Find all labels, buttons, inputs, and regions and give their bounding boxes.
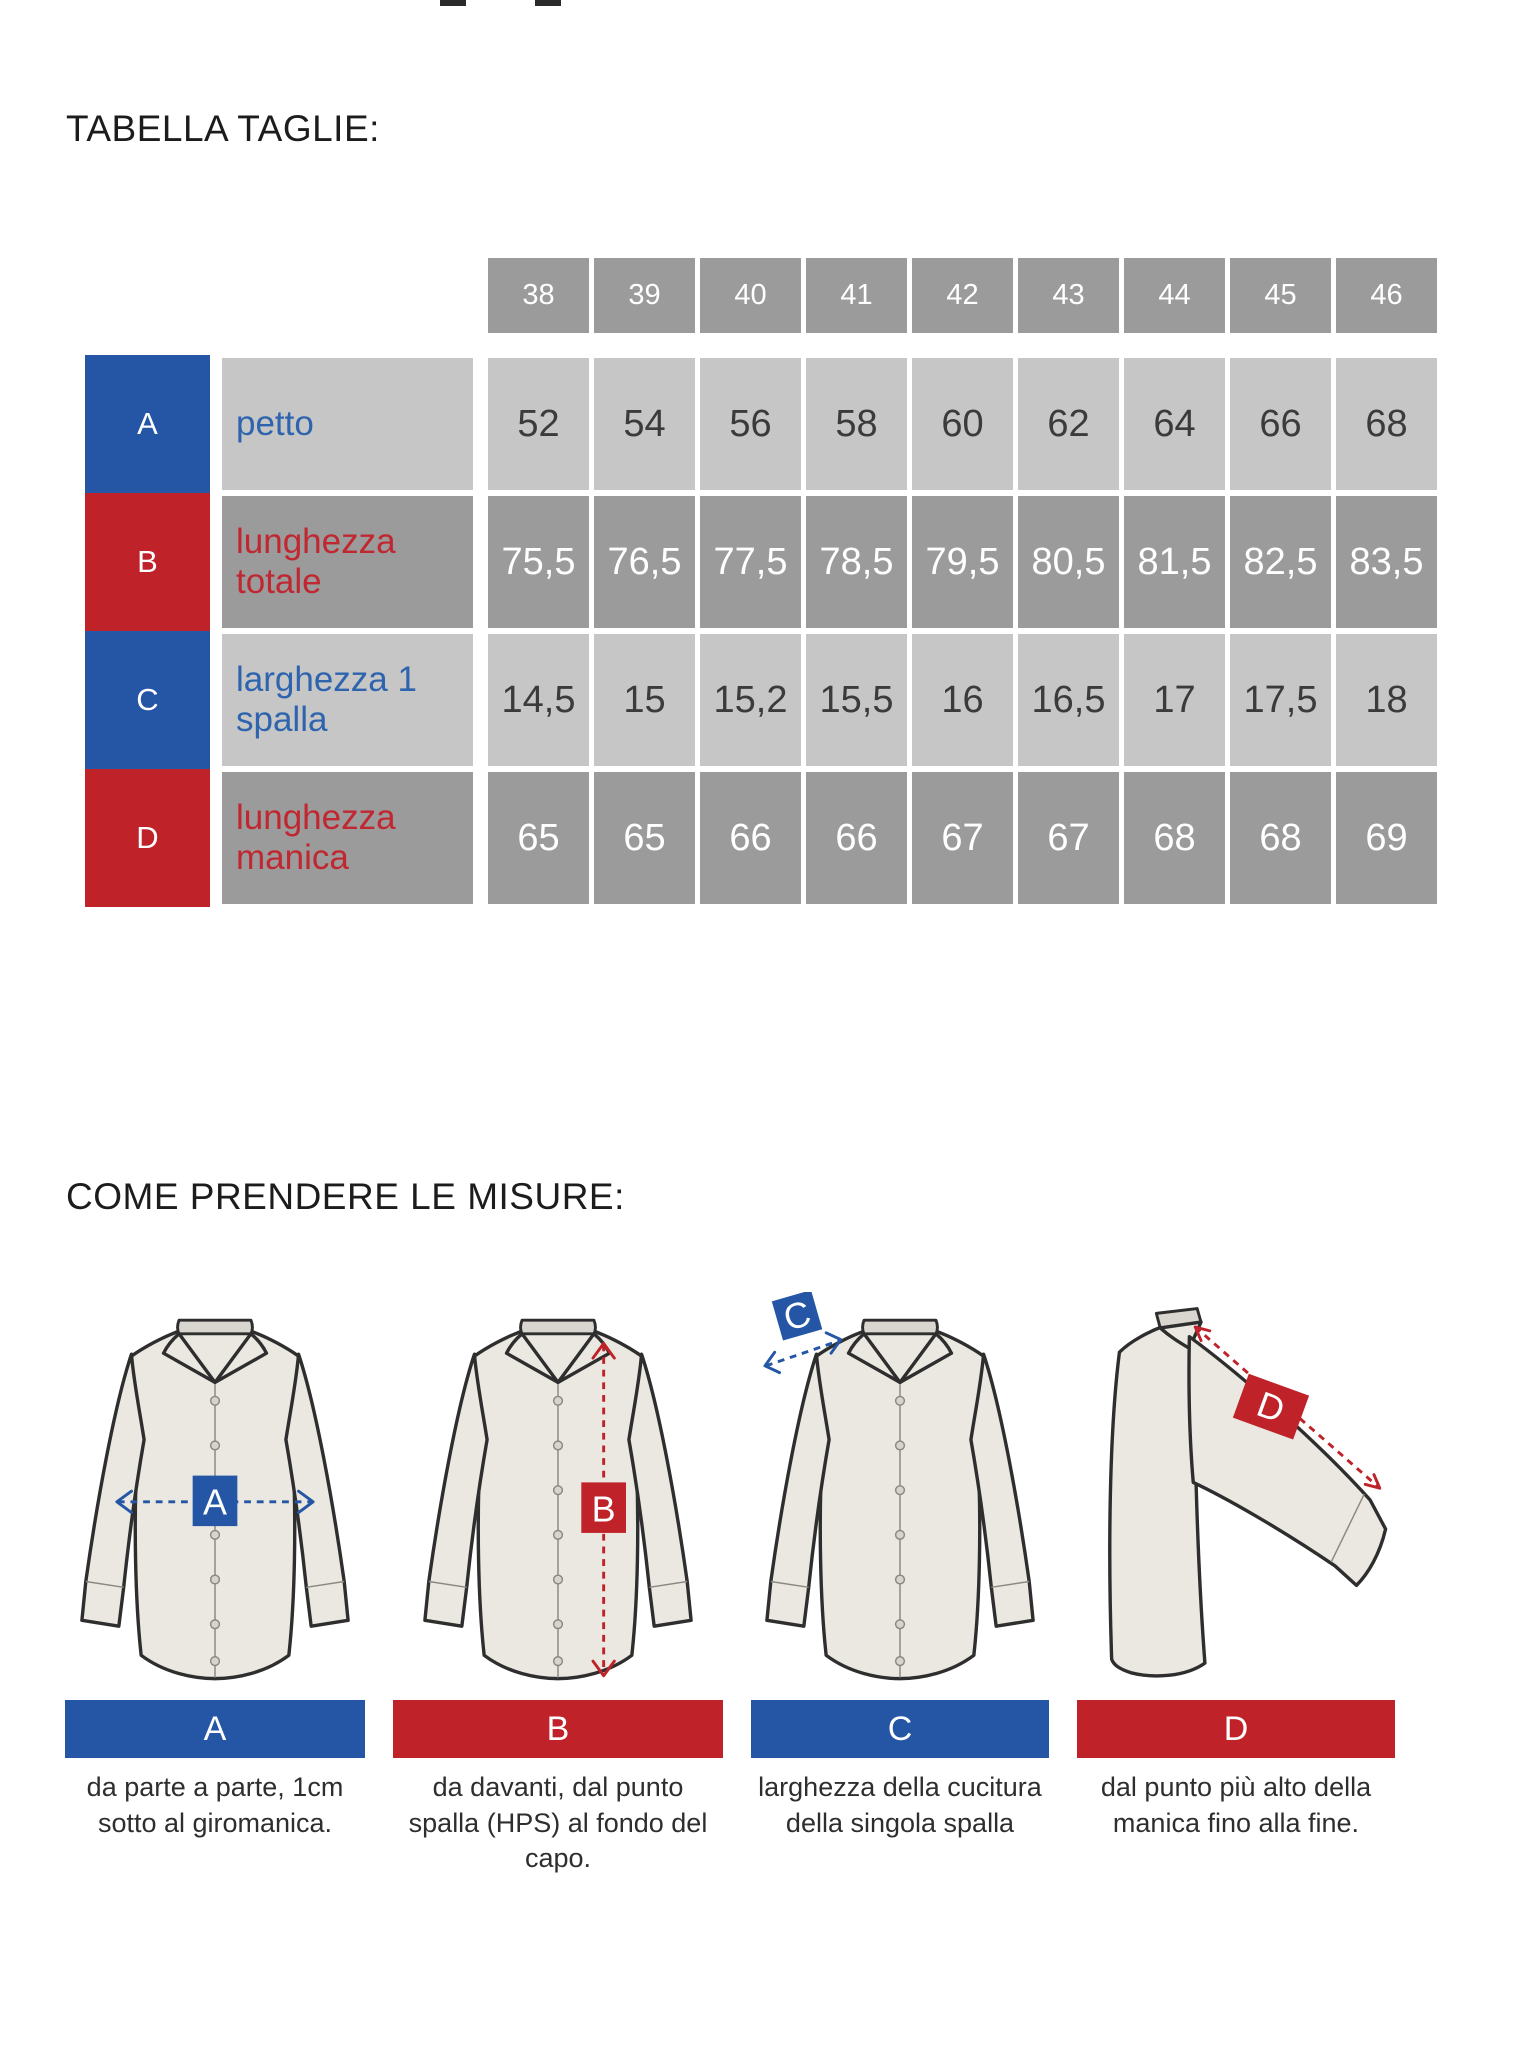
cropped-text-remnant bbox=[440, 0, 466, 6]
row-label-column bbox=[222, 358, 473, 910]
size-value-cell: 68 bbox=[1230, 772, 1331, 904]
measure-figures bbox=[65, 1288, 1425, 1877]
size-value-cell: 65 bbox=[488, 772, 589, 904]
figure-chest-width bbox=[65, 1288, 365, 1877]
figure-bar-d bbox=[1077, 1700, 1395, 1758]
figure-total-length bbox=[393, 1288, 723, 1877]
figure-bar-c bbox=[751, 1700, 1049, 1758]
row-letter-column bbox=[85, 355, 210, 907]
size-value-cell: 52 bbox=[488, 358, 589, 490]
row-label-cell: petto bbox=[222, 358, 473, 490]
size-value-cell: 77,5 bbox=[700, 496, 801, 628]
svg-text:D: D bbox=[1251, 1383, 1291, 1431]
size-value-cell: 83,5 bbox=[1336, 496, 1437, 628]
size-value-cell: 17,5 bbox=[1230, 634, 1331, 766]
row-letter-cell: B bbox=[85, 493, 210, 631]
size-value-cell: 79,5 bbox=[912, 496, 1013, 628]
size-value-cell: 58 bbox=[806, 358, 907, 490]
size-value-cell: 78,5 bbox=[806, 496, 907, 628]
figure-bar-letter: D bbox=[1223, 1709, 1249, 1748]
size-value-cell: 66 bbox=[806, 772, 907, 904]
size-value-cell: 15,2 bbox=[700, 634, 801, 766]
figure-sleeve-length bbox=[1077, 1288, 1395, 1877]
size-value-cell: 75,5 bbox=[488, 496, 589, 628]
measures-title: COME PRENDERE LE MISURE: bbox=[66, 1176, 625, 1217]
size-value-cell: 17 bbox=[1124, 634, 1225, 766]
size-value-cell: 80,5 bbox=[1018, 496, 1119, 628]
size-value-cell: 66 bbox=[700, 772, 801, 904]
size-value-cell: 68 bbox=[1124, 772, 1225, 904]
shirt-front-illustration-b bbox=[393, 1288, 723, 1700]
size-value-cell: 69 bbox=[1336, 772, 1437, 904]
shirt-front-illustration-c bbox=[751, 1288, 1049, 1700]
row-letter-cell: A bbox=[85, 355, 210, 493]
size-value-cell: 54 bbox=[594, 358, 695, 490]
row-letter-cell: D bbox=[85, 769, 210, 907]
size-header-row bbox=[488, 258, 1437, 333]
size-value-cell: 60 bbox=[912, 358, 1013, 490]
figure-caption-c: larghezza della cucitura della singola spalla bbox=[758, 1772, 1042, 1838]
size-value-cell: 15,5 bbox=[806, 634, 907, 766]
size-values-grid bbox=[488, 358, 1437, 904]
size-value-cell: 67 bbox=[1018, 772, 1119, 904]
size-value-cell: 68 bbox=[1336, 358, 1437, 490]
svg-text:C: C bbox=[778, 1292, 816, 1339]
row-letter-cell: C bbox=[85, 631, 210, 769]
size-header-cell: 44 bbox=[1124, 258, 1225, 333]
size-value-cell: 64 bbox=[1124, 358, 1225, 490]
size-table-title: TABELLA TAGLIE: bbox=[66, 108, 380, 149]
size-header-cell: 40 bbox=[700, 258, 801, 333]
size-value-cell: 82,5 bbox=[1230, 496, 1331, 628]
size-header-cell: 45 bbox=[1230, 258, 1331, 333]
figure-shoulder-width bbox=[751, 1288, 1049, 1877]
figure-bar-letter: A bbox=[203, 1709, 227, 1748]
size-value-cell: 76,5 bbox=[594, 496, 695, 628]
size-value-cell: 81,5 bbox=[1124, 496, 1225, 628]
row-label-cell: lunghezza totale bbox=[222, 496, 473, 628]
size-value-cell: 67 bbox=[912, 772, 1013, 904]
shirt-side-illustration-d bbox=[1077, 1288, 1395, 1700]
figure-bar-letter: B bbox=[546, 1709, 570, 1748]
size-value-cell: 16,5 bbox=[1018, 634, 1119, 766]
size-value-cell: 66 bbox=[1230, 358, 1331, 490]
figure-caption-d: dal punto più alto della manica fino alla fine. bbox=[1100, 1772, 1372, 1838]
size-value-cell: 62 bbox=[1018, 358, 1119, 490]
shirt-front-illustration-a bbox=[65, 1288, 365, 1700]
size-value-cell: 14,5 bbox=[488, 634, 589, 766]
size-value-cell: 56 bbox=[700, 358, 801, 490]
figure-caption-b: da davanti, dal punto spalla (HPS) al fondo del capo. bbox=[408, 1772, 708, 1874]
figure-caption-a: da parte a parte, 1cm sotto al giromanica. bbox=[86, 1772, 344, 1838]
size-header-cell: 38 bbox=[488, 258, 589, 333]
svg-text:A: A bbox=[203, 1481, 227, 1523]
size-header-cell: 43 bbox=[1018, 258, 1119, 333]
size-value-cell: 16 bbox=[912, 634, 1013, 766]
size-value-cell: 15 bbox=[594, 634, 695, 766]
row-label-cell: larghezza 1 spalla bbox=[222, 634, 473, 766]
cropped-text-remnant bbox=[535, 0, 561, 6]
figure-bar-letter: C bbox=[887, 1709, 913, 1748]
size-value-cell: 18 bbox=[1336, 634, 1437, 766]
size-value-cell: 65 bbox=[594, 772, 695, 904]
size-header-cell: 46 bbox=[1336, 258, 1437, 333]
size-header-cell: 42 bbox=[912, 258, 1013, 333]
figure-bar-a bbox=[65, 1700, 365, 1758]
size-header-cell: 39 bbox=[594, 258, 695, 333]
figure-bar-b bbox=[393, 1700, 723, 1758]
svg-text:B: B bbox=[591, 1488, 616, 1530]
row-label-cell: lunghezza manica bbox=[222, 772, 473, 904]
size-header-cell: 41 bbox=[806, 258, 907, 333]
